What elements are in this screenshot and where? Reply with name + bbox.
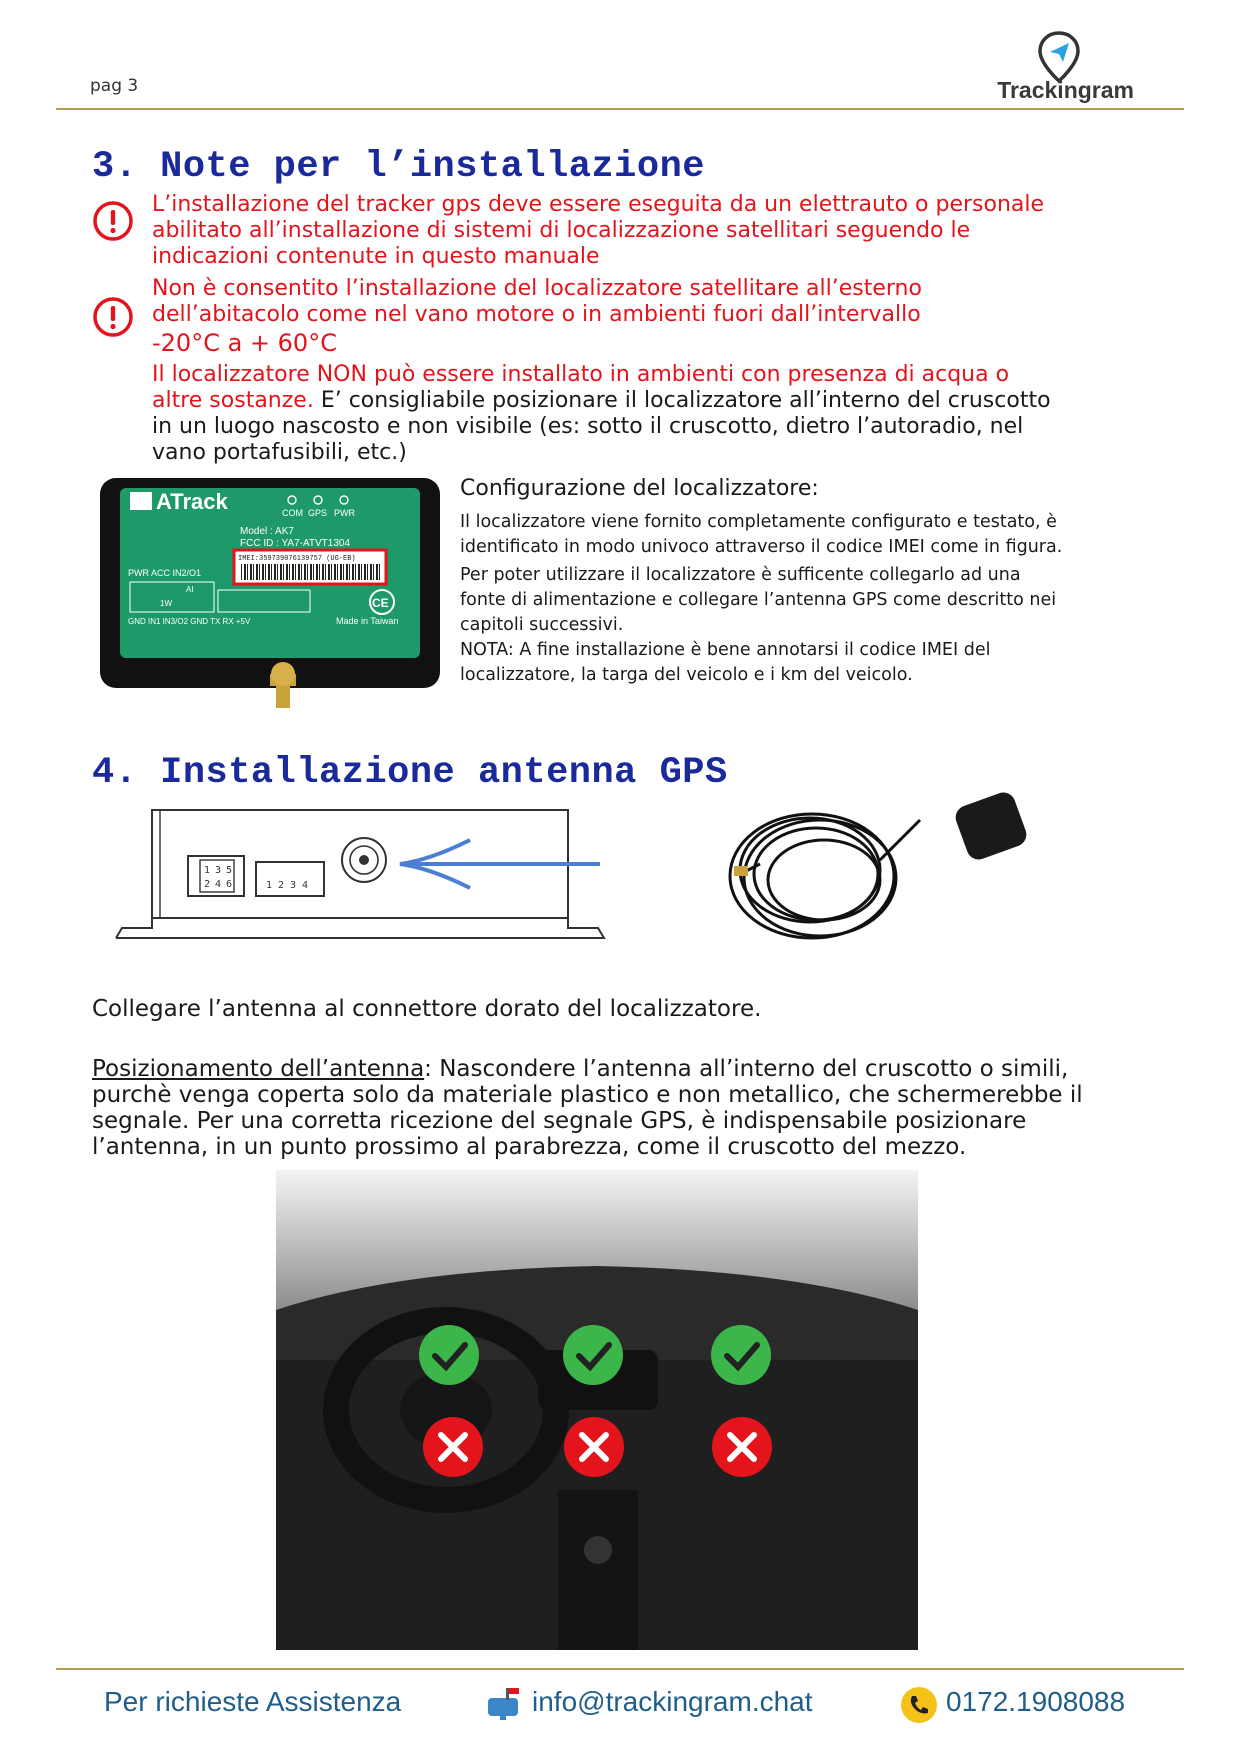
pin-number: 3 — [215, 865, 222, 876]
alert-circle-icon — [92, 200, 134, 242]
alert-circle-icon — [92, 296, 134, 338]
config-line: Per poter utilizzare il localizzatore è sufficente collegarlo ad una — [460, 565, 1021, 585]
pin-labels-bottom: GND IN1 IN3/O2 GND TX RX +5V — [128, 617, 251, 626]
brand-name: Trackingram — [997, 77, 1134, 103]
config-line: capitoli successivi. — [460, 615, 624, 635]
car-dashboard-image — [276, 1170, 918, 1650]
config-line: Il localizzatore viene fornito completamente configurato e testato, è — [460, 512, 1057, 532]
antenna-puck — [952, 789, 1029, 863]
brand-logo — [974, 30, 1134, 110]
section-3-title: 3. Note per l’installazione — [92, 146, 705, 188]
page-number: pag 3 — [90, 76, 139, 96]
pin-number: 2 — [204, 879, 211, 890]
phone-icon — [900, 1686, 938, 1724]
warning-1-line: indicazioni contenute in questo manuale — [152, 244, 600, 269]
config-line: identificato in modo univoco attraverso il codice IMEI come in figura. — [460, 537, 1063, 557]
positioning-label: Posizionamento dell’antenna — [92, 1056, 425, 1082]
pin-labels-top: PWR ACC IN2/O1 — [128, 568, 202, 578]
instruction-text: Collegare l’antenna al connettore dorato del localizzatore. — [92, 996, 762, 1022]
made-in-label: Made in Taiwan — [336, 616, 399, 626]
ok-marker — [419, 1325, 479, 1385]
water-note-line: vano portafusibili, etc.) — [152, 440, 407, 465]
positioning-text — [92, 1056, 1172, 1160]
mailbox-icon — [486, 1686, 524, 1720]
config-title: Configurazione del localizzatore: — [460, 476, 819, 501]
connector-6pin — [188, 856, 244, 896]
warning-1-line: abilitato all’installazione di sistemi di localizzazione satellitari seguendo le — [152, 218, 971, 243]
ce-mark: CE — [372, 596, 389, 610]
no-marker — [423, 1417, 483, 1477]
water-note-line: in un luogo nascosto e non visibile (es: sotto il cruscotto, dietro l’autoradio, nel — [152, 414, 1024, 439]
water-note — [152, 362, 1051, 466]
positioning-line: : Nascondere l’antenna all’interno del cruscotto o simili, — [424, 1056, 1069, 1082]
positioning-line: segnale. Per una corretta ricezione del segnale GPS, è indispensabile posizionare — [92, 1108, 1027, 1134]
location-pin-icon — [1036, 30, 1082, 84]
config-line: fonte di alimentazione e collegare l’antenna GPS come descritto nei — [460, 590, 1057, 610]
footer-phone[interactable]: 0172.1908088 — [946, 1686, 1126, 1717]
device-logo-mark — [130, 492, 152, 510]
positioning-line: purchè venga coperta solo da materiale plastico e non metallico, che schermerebbe il — [92, 1082, 1083, 1108]
pin-1w: 1W — [160, 599, 172, 608]
footer-assist: Per richieste Assistenza — [104, 1686, 402, 1717]
footer-email[interactable]: info@trackingram.chat — [532, 1686, 813, 1717]
tracker-device-image — [100, 478, 440, 710]
device-brand: ATrack — [156, 489, 228, 514]
water-note-black: E’ consigliabile posizionare il localizzatore all’interno del cruscotto — [313, 388, 1051, 413]
led-label: GPS — [308, 508, 328, 518]
page-header — [56, 24, 1184, 110]
ok-marker — [711, 1325, 771, 1385]
positioning-line: l’antenna, in un punto prossimo al parabrezza, come il cruscotto del mezzo. — [92, 1134, 967, 1160]
warning-1-text — [152, 192, 1044, 270]
pin-number: 2 — [278, 880, 285, 891]
pin-number: 6 — [226, 879, 233, 890]
config-line: localizzatore, la targa del veicolo e i km del veicolo. — [460, 665, 913, 685]
config-line: NOTA: A fine installazione è bene annotarsi il codice IMEI del — [460, 640, 991, 660]
config-body — [460, 510, 1160, 688]
no-marker — [712, 1417, 772, 1477]
pin-number: 5 — [226, 865, 233, 876]
no-marker — [564, 1417, 624, 1477]
barcode — [240, 564, 380, 580]
gps-antenna-image — [720, 780, 1040, 980]
ok-marker — [563, 1325, 623, 1385]
warning-1-line: L’installazione del tracker gps deve essere eseguita da un elettrauto o personale — [152, 192, 1045, 217]
pin-number: 1 — [204, 865, 211, 876]
pin-number: 4 — [302, 880, 309, 891]
temperature-range: -20°C a + 60°C — [152, 329, 337, 357]
device-model: Model : AK7 — [240, 526, 294, 537]
device-imei: IMEI:359739076139757 (UG-EB) — [238, 555, 356, 563]
pin-number: 1 — [266, 880, 273, 891]
pin-number: 3 — [290, 880, 297, 891]
led-label: PWR — [334, 508, 355, 518]
device-fcc: FCC ID : YA7-ATVT1304 — [240, 538, 351, 549]
connector-diagram — [110, 800, 630, 950]
pin-ai: AI — [186, 585, 194, 594]
water-note-red: altre sostanze. — [152, 388, 314, 413]
warning-2-line: dell’abitacolo come nel vano motore o in ambienti fuori dall’intervallo — [152, 302, 921, 327]
water-note-line: Il localizzatore NON può essere installato in ambienti con presenza di acqua o — [152, 362, 1010, 387]
led-label: COM — [282, 508, 303, 518]
pin-number: 4 — [215, 879, 222, 890]
section-4-title: 4. Installazione antenna GPS — [92, 752, 728, 794]
warning-2-text — [152, 276, 922, 358]
warning-2-line: Non è consentito l’installazione del localizzatore satellitare all’esterno — [152, 276, 922, 301]
footer-rule — [56, 1668, 1184, 1670]
